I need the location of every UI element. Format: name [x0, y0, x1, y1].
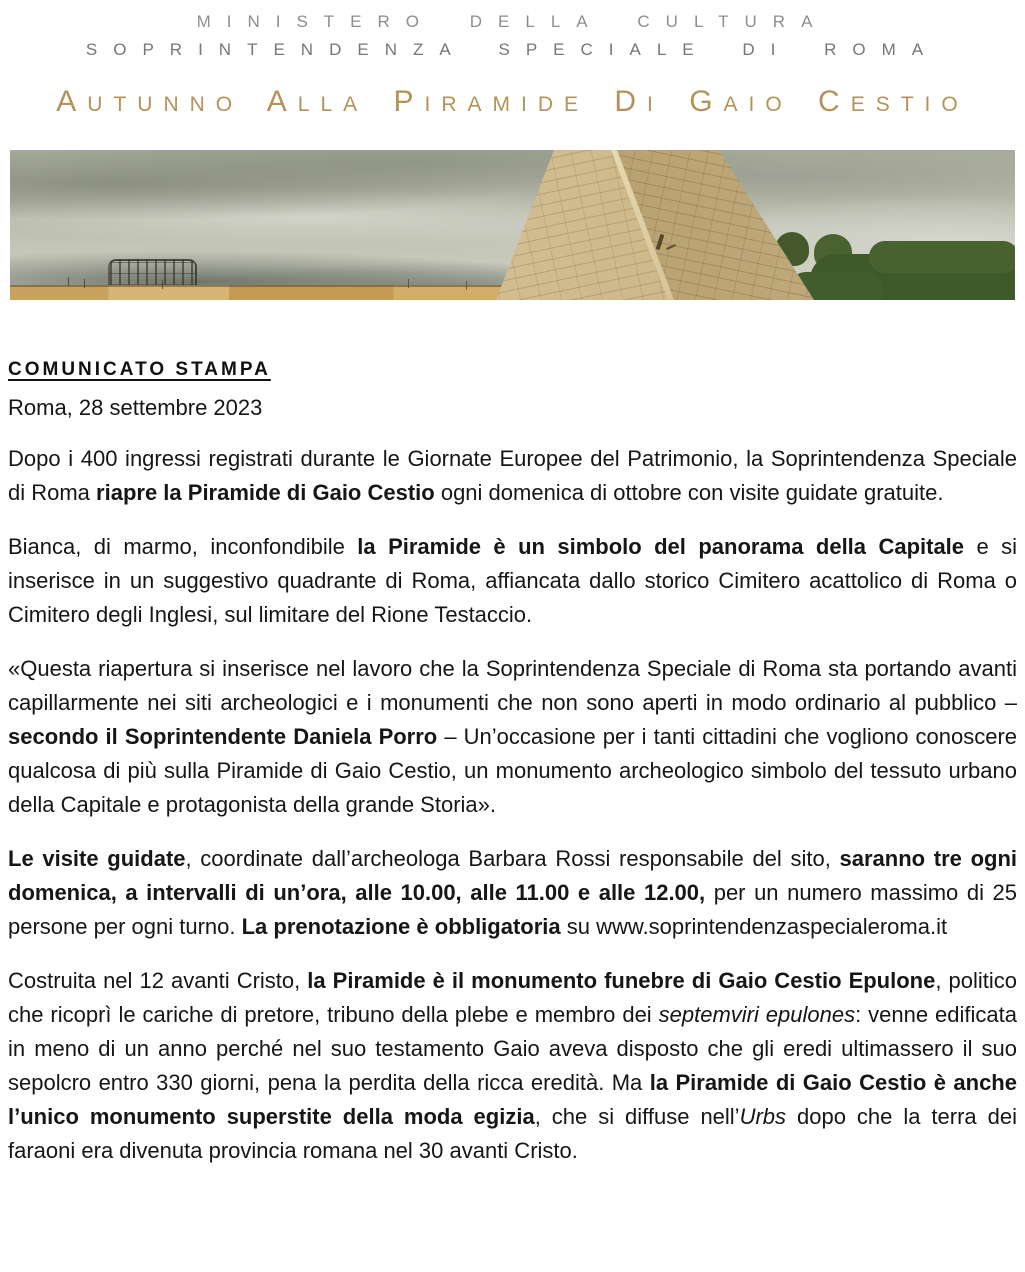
paragraph-2	[8, 530, 1017, 632]
text-run: per un numero massimo di 25 persone per ogni turno.	[8, 880, 1018, 939]
paragraph-4-visits	[8, 842, 1017, 944]
text-run: ogni domenica di ottobre con visite guidate gratuite.	[434, 480, 944, 505]
text-run-bold: saranno tre ogni domenica, a intervalli di un’ora, alle 10.00, alle 11.00 e alle 12.00,	[8, 846, 1018, 905]
text-run-bold: La prenotazione è obbligatoria	[241, 914, 561, 939]
paragraph-3-quote	[8, 652, 1017, 822]
text-run: , che si diffuse nell’	[534, 1104, 740, 1129]
press-kicker: COMUNICATO STAMPA	[8, 359, 271, 380]
text-run: Bianca, di marmo, inconfondibile	[8, 534, 358, 559]
text-run-bold: la Piramide di Gaio Cestio è anche l’unico monumento superstite della moda egizia	[8, 1070, 1017, 1129]
tree-canopy	[810, 254, 1015, 300]
text-run: «Questa riapertura si inserisce nel lavoro che la Soprintendenza Speciale di Roma sta portando avanti capillarmente nei siti archeologici e i monumenti che non sono aperti in modo ordinario al pubblico –	[8, 656, 1017, 715]
text-run: dopo che la terra dei faraoni era divenuta provincia romana nel 30 avanti Cristo.	[8, 1104, 1017, 1163]
text-run-italic: septemviri epulones	[658, 1002, 856, 1027]
page-title: Autunno Alla Piramide Di Gaio Cestio	[56, 85, 969, 118]
ministry-line: MINISTERO DELLA CULTURA	[196, 12, 829, 31]
text-run-bold: secondo il Soprintendente Daniela Porro	[8, 724, 438, 749]
text-run-bold: riapre la Piramide di Gaio Cestio	[96, 480, 435, 505]
text-run: e si inserisce in un suggestivo quadrante di Roma, affiancata dallo storico Cimitero acattolico di Roma o Cimitero degli Inglesi, sul limitare del Rione Testaccio.	[8, 534, 1017, 627]
banner-photo-pyramid-cestius	[10, 150, 1015, 300]
text-run: , politico che ricoprì le cariche di pretore, tribuno della plebe e membro dei	[8, 968, 1017, 1027]
press-release-page	[0, 12, 1025, 1272]
text-run-italic: Urbs	[739, 1104, 787, 1129]
paragraph-1	[8, 442, 1017, 510]
text-run: – Un’occasione per i tanti cittadini che vogliono conoscere qualcosa di più sulla Piramide di Gaio Cestio, un monumento archeologico simbolo del tessuto urbano della Capitale e protagonista della grande Storia».	[8, 724, 1018, 817]
text-run-bold: la Piramide è un simbolo del panorama della Capitale	[357, 534, 965, 559]
text-run: Dopo i 400 ingressi registrati durante le Giornate Europee del Patrimonio, la Soprintendenza Speciale di Roma	[8, 446, 1017, 505]
text-run-bold: la Piramide è il monumento funebre di Gaio Cestio Epulone	[307, 968, 936, 993]
website-url: www.soprintendenzaspecialeroma.it	[596, 914, 948, 939]
text-run: : venne edificata in meno di un anno perché nel suo testamento Gaio aveva disposto che gli eredi ultimassero il suo sepolcro entro 330 giorni, pena la perdita della ricca eredità. Ma	[8, 1002, 1017, 1095]
department-line: SOPRINTENDENZA SPECIALE DI ROMA	[85, 40, 940, 59]
rooftop-antennas	[68, 277, 69, 286]
text-run: , coordinate dall’archeologa Barbara Rossi responsabile del sito,	[185, 846, 840, 871]
press-body	[8, 442, 1017, 1168]
rooftops-skyline	[10, 285, 558, 300]
text-run: Costruita nel 12 avanti Cristo,	[8, 968, 308, 993]
text-run-bold: Le visite guidate	[8, 846, 186, 871]
text-run: su	[560, 914, 597, 939]
dateline: Roma, 28 settembre 2023	[8, 395, 263, 420]
paragraph-5-history	[8, 964, 1017, 1168]
